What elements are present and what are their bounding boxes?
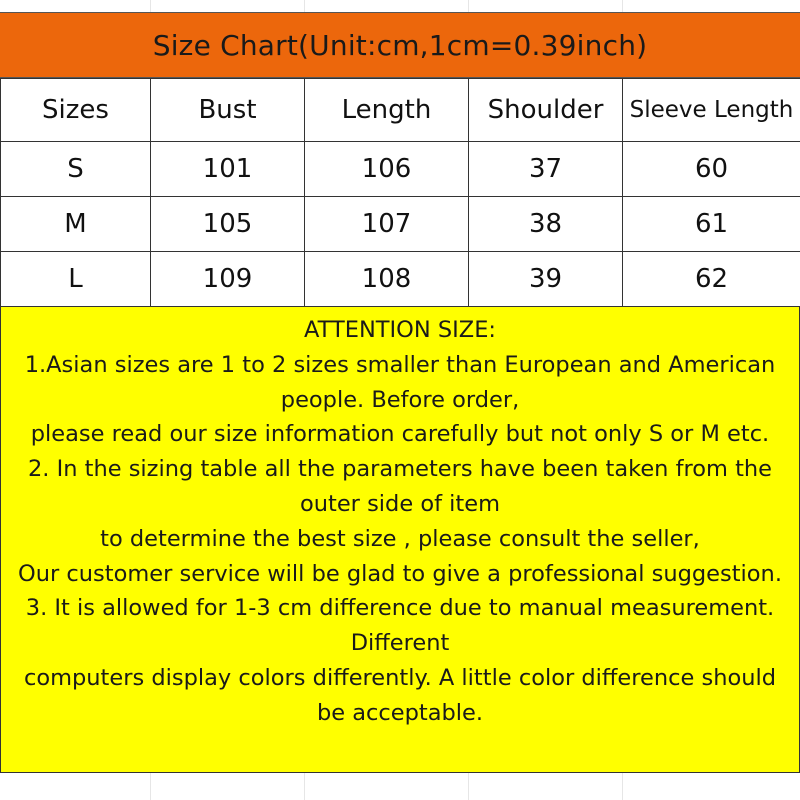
notice-line: 1.Asian sizes are 1 to 2 sizes smaller than European and American	[24, 351, 776, 378]
notice-line: Different	[350, 630, 450, 657]
header-sleeve-length: Sleeve Length	[623, 79, 800, 142]
notice-line: people. Before order,	[280, 386, 520, 413]
header-shoulder: Shoulder	[469, 79, 623, 142]
cell-bust: 105	[151, 197, 305, 252]
notice-line: 2. In the sizing table all the parameters have been taken from the	[27, 456, 773, 483]
notice-line: computers display colors differently. A little color difference should	[23, 664, 777, 691]
notice-heading: ATTENTION SIZE:	[304, 317, 496, 343]
cell-shoulder: 39	[469, 252, 623, 307]
notice-line: 3. It is allowed for 1-3 cm difference due to manual measurement.	[25, 595, 775, 622]
chart-title: Size Chart(Unit:cm,1cm=0.39inch)	[0, 12, 800, 78]
cell-sleeve-length: 62	[623, 252, 800, 307]
cell-sleeve-length: 61	[623, 197, 800, 252]
notice-line: to determine the best size , please consult the seller,	[100, 525, 700, 552]
table-header-row	[1, 79, 800, 142]
size-chart	[0, 12, 800, 773]
table-row	[1, 252, 800, 307]
cell-size: M	[1, 197, 151, 252]
cell-length: 107	[305, 197, 469, 252]
cell-size: S	[1, 142, 151, 197]
notice-line: outer side of item	[299, 490, 501, 517]
cell-length: 108	[305, 252, 469, 307]
table-row	[1, 142, 800, 197]
notice-line: be acceptable.	[316, 699, 484, 726]
cell-size: L	[1, 252, 151, 307]
notice-line: please read our size information carefully but not only S or M etc.	[30, 421, 770, 448]
header-bust: Bust	[151, 79, 305, 142]
table-row	[1, 197, 800, 252]
header-sizes: Sizes	[1, 79, 151, 142]
cell-length: 106	[305, 142, 469, 197]
header-length: Length	[305, 79, 469, 142]
cell-shoulder: 37	[469, 142, 623, 197]
cell-shoulder: 38	[469, 197, 623, 252]
cell-bust: 109	[151, 252, 305, 307]
notice-line: Our customer service will be glad to give a professional suggestion.	[18, 560, 782, 587]
size-table	[0, 78, 800, 307]
cell-sleeve-length: 60	[623, 142, 800, 197]
attention-notice	[0, 307, 800, 773]
cell-bust: 101	[151, 142, 305, 197]
